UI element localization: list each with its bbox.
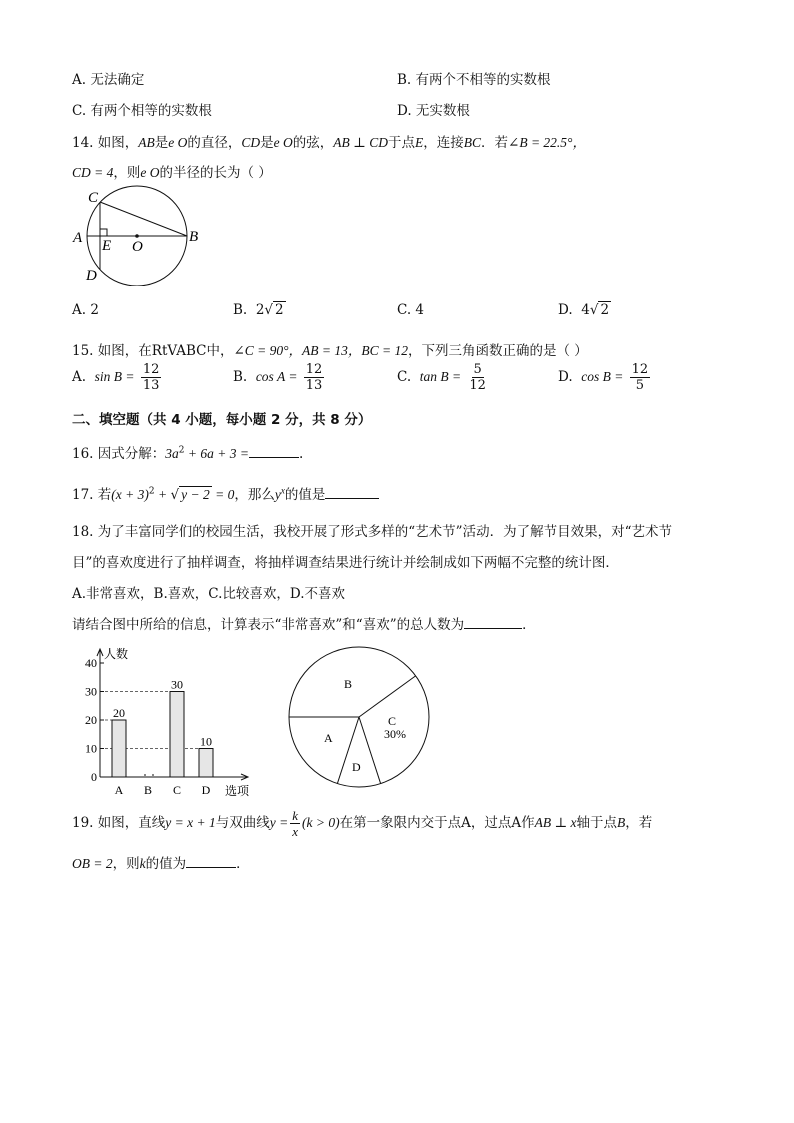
q16-answer-blank[interactable] — [249, 444, 299, 458]
q14-option-b: B. 2√ 2 — [233, 302, 284, 318]
q13-option-b: B. 有两个不相等的实数根 — [397, 72, 551, 88]
x-axis-label: 选项 — [225, 784, 250, 798]
q16: 16. 因式分解：$3a^2 + 6a + 3$ = . — [72, 445, 304, 462]
y-tick-10: 10 — [85, 741, 97, 756]
bar-chart — [72, 640, 262, 800]
q19-answer-blank[interactable] — [186, 854, 236, 868]
q18-line4: 请结合图中所给的信息，计算表示“非常喜欢”和“喜欢”的总人数为 ． — [72, 617, 536, 633]
label-c: C — [88, 190, 99, 206]
x-tick-B: B — [143, 783, 153, 797]
pie-divider-2 — [359, 676, 416, 717]
q14-option-a: A. 2 — [72, 302, 99, 318]
q18-answer-blank[interactable] — [464, 615, 522, 629]
bar-A — [112, 720, 126, 777]
label-e: E — [102, 238, 112, 254]
q13-option-c: C. 有两个相等的实数根 — [72, 103, 212, 119]
y-axis-label: 人数 — [104, 647, 129, 661]
bar-D — [199, 749, 213, 778]
x-tick-D: D — [201, 783, 211, 797]
q13-option-d: D. 无实数根 — [397, 103, 470, 119]
bar-label-C: 30 — [171, 677, 183, 692]
pie-label-1: B — [344, 677, 353, 691]
pie-divider-3 — [359, 717, 381, 784]
bar-label-D: 10 — [200, 734, 212, 749]
q17: 17. 若$(x + 3)^2$ + √ y − 2 = 0，那么$y^x$的值是 — [72, 483, 379, 503]
bar-label-A: 20 — [113, 706, 125, 720]
q19-line1: 19. 如图，直线y = x + 1与双曲线y = $\frac{k}{x}$ (k > 0)在第一象限内交于点A，过点A作AB ⊥ x轴于点B，若 — [72, 808, 653, 839]
y-tick-20: 20 — [85, 713, 97, 727]
y-tick-30: 30 — [85, 684, 97, 699]
right-angle-mark — [100, 229, 107, 236]
pie-label-2: C — [388, 714, 397, 728]
q18-line3: A.非常喜欢，B.喜欢，C.比较喜欢，D.不喜欢 — [72, 586, 346, 602]
q15-option-c: C. tan B = $\frac{5}{12}$ — [397, 362, 486, 393]
segment-bc — [100, 202, 187, 236]
q15-option-a: A. sin B = $\frac{12}{13}$ — [72, 362, 160, 393]
center-point — [135, 234, 139, 238]
label-d: D — [86, 268, 97, 284]
y-tick-40: 40 — [85, 656, 97, 670]
section-title: 二、填空题（共 4 小题，每小题 2 分，共 8 分） — [72, 412, 372, 428]
q19-line2: OB = 2，则k的值为 ． — [72, 856, 250, 872]
label-o: O — [132, 239, 143, 255]
pie-chart — [282, 640, 442, 790]
q14-line1: 14. 如图，AB是e O的直径，CD是e O的弦，AB ⊥ CD于点E，连接BC．若∠B = 22.5°， — [72, 135, 586, 151]
label-b: B — [189, 229, 199, 245]
x-tick-A: A — [114, 783, 124, 797]
q14-circle-figure — [66, 182, 216, 286]
q13-option-a: A. 无法确定 — [72, 72, 145, 88]
q15-option-d: D. cos B = $\frac{12}{5}$ — [558, 362, 649, 393]
q14-option-c: C. 4 — [397, 302, 425, 318]
pie-label-4: D — [352, 760, 361, 774]
q14-line2: CD = 4，则e O的半径的长为（ ） — [72, 165, 272, 181]
q18-line2: 目”的喜欢度进行了抽样调查，将抽样调查结果进行统计并绘制成如下两幅不完整的统计图． — [72, 555, 619, 571]
pie-label-3: 30% — [384, 727, 406, 741]
y-tick-0: 0 — [91, 770, 97, 784]
label-a: A — [73, 230, 83, 246]
x-tick-C: C — [172, 783, 182, 797]
pie-label-5: A — [324, 731, 333, 745]
bar-C — [170, 692, 184, 778]
q18-line1: 18. 为了丰富同学们的校园生活，我校开展了形式多样的“艺术节”活动．为了解节目效果，对“艺术节 — [72, 524, 672, 540]
q15-option-b: B. cos A = $\frac{12}{13}$ — [233, 362, 323, 393]
q14-option-d: D. 4√ 2 — [558, 302, 610, 318]
q15-stem: 15. 如图，在RtVABC中，∠C = 90°，AB = 13，BC = 12，下列三角函数正确的是（ ） — [72, 343, 588, 359]
q17-answer-blank[interactable] — [325, 485, 379, 499]
